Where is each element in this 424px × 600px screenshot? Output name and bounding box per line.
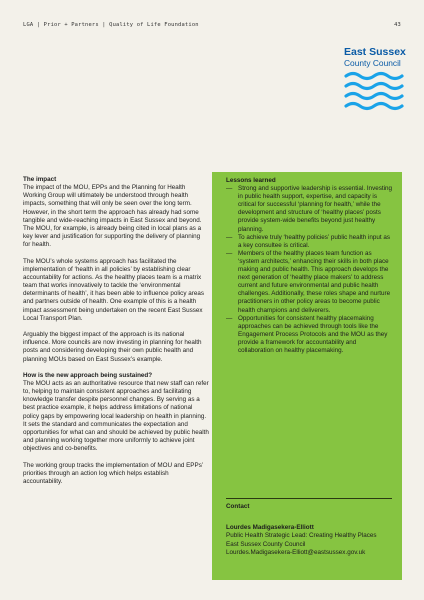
paragraph: The MOU’s whole systems approach has facilitated the implementation of ‘health in all policies’ by establishing clear accountability for actions. As the healthy places team is a matrix team that works innovatively to tackle the ‘environmental determinants of health’, it has been able to influence policy areas and partners outside of health. One example of this is a health impact assessment being undertaken on the recent East Sussex Local Transport Plan. — [23, 257, 204, 322]
running-header — [23, 22, 401, 28]
list-item — [226, 250, 392, 315]
lessons-learned-panel — [212, 172, 402, 580]
left-column — [23, 176, 209, 494]
list-item-text: Opportunities for consistent healthy placemaking approaches can be achieved through tools like the Engagement Process Protocols and the MOU as they provide a framework for accountability and collaboration on healthy placemaking. — [238, 314, 388, 354]
list-item-text: Members of the healthy places team function as ‘system architects,’ enhancing their skills in both place making and public health. This approach develops the next generation of ‘healthy place makers’ to address current and future environmental and public health challenges. Additionally, these roles shape and nurture practitioners in other policy areas to become public health champions and deliverers. — [238, 249, 391, 314]
page-number: 43 — [394, 22, 401, 28]
contact-role: Public Health Strategic Lead: Creating Healthy Places — [226, 532, 377, 540]
paragraph: The MOU acts as an authoritative resource that new staff can refer to, helping to maintain consistent approaches and facilitating knowledge transfer despite personnel changes. By serving as a best practice example, it helps address limitations of national policy gaps by empowering local leadership on health in planning. It sets the standard and communicates the expectation and opportunities for what can and should be achieved by public health and planning working together more uniformly to achieve joint objectives and co-benefits. — [23, 380, 209, 453]
list-item — [226, 234, 392, 250]
list-item — [226, 315, 392, 355]
contact-name: Lourdes Madigasekera-Elliott — [226, 523, 314, 531]
running-title: LGA | Prior + Partners | Quality of Life Foundation — [23, 22, 199, 28]
list-item-text: Strong and supportive leadership is essential. Investing in public health support, expertise, and capacity is critical for successful ‘planning for health,’ while the development and structure of ‘healthy places’ posts provide system-wide benefits beyond just healthy planning. — [238, 185, 393, 233]
contact-email: Lourdes.Madigasekera-Elliott@eastsussex.gov.uk — [226, 549, 366, 557]
dash-bullet: — — [226, 185, 233, 193]
lessons-list — [226, 185, 392, 355]
paragraph: The working group tracks the implementation of MOU and EPPs’ priorities through an action log which helps establish accountability. — [23, 461, 204, 485]
dash-bullet: — — [226, 314, 233, 322]
lessons-learned-heading: Lessons learned — [226, 177, 276, 184]
logo-line1: East Sussex — [344, 46, 406, 58]
heading-the-impact: The impact — [23, 176, 57, 183]
list-item-text: To achieve truly ‘healthy policies’ public health input as a key consultee is critical. — [238, 233, 391, 249]
logo-line2: County Council — [344, 58, 401, 68]
contact-heading: Contact — [226, 503, 250, 510]
dash-bullet: — — [226, 233, 233, 241]
paragraph: The impact of the MOU, EPPs and the Planning for Health Working Group will ultimately be understood through health impacts, something that will only be seen over the long term. However, in the short term the approach has already had some tangible and wide-reaching impacts in East Sussex and beyond. The MOU, for example, is already being cited in local plans as a key lever and justification for supporting the delivery of planning for health. — [23, 184, 202, 249]
dash-bullet: — — [226, 249, 233, 257]
heading-sustained: How is the new approach being sustained? — [23, 371, 153, 379]
contact-block — [226, 498, 392, 558]
contact-organisation: East Sussex County Council — [226, 540, 306, 548]
east-sussex-logo — [344, 47, 406, 111]
list-item — [226, 185, 392, 234]
waves-icon — [344, 71, 406, 111]
paragraph: Arguably the biggest impact of the approach is its national influence. More councils are now investing in planning for health posts and considering developing their own public health and planning MOUs based on East Sussex’s example. — [23, 331, 202, 363]
